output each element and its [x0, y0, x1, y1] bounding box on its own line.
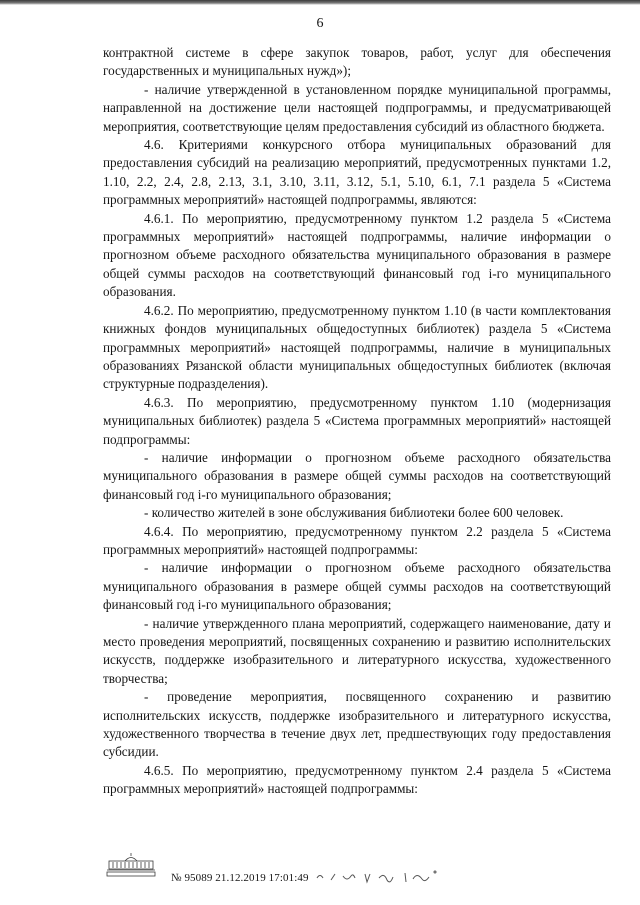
paragraph: контрактной системе в сфере закупок товаров, работ, услуг для обеспечения государственных и муниципальных нужд»); — [103, 45, 611, 79]
registration-number: № 95089 21.12.2019 17:01:49 — [171, 872, 309, 884]
document-footer — [103, 852, 611, 892]
paragraph: 4.6.4. По мероприятию, предусмотренному пунктом 2.2 раздела 5 «Система программных мероприятий» настоящей подпрограммы: — [103, 523, 611, 557]
page-number: 6 — [316, 16, 324, 31]
document-body — [103, 44, 611, 799]
paragraph: 4.6.5. По мероприятию, предусмотренному пунктом 2.4 раздела 5 «Система программных мероприятий» настоящей подпрограммы: — [103, 762, 611, 797]
paragraph: - наличие информации о прогнозном объеме расходного обязательства муниципального образования в размере общей суммы расходов на соответствующий финансовый год i-го муниципального образования; — [103, 560, 611, 613]
handwritten-mark-icon — [313, 864, 443, 886]
paragraph: 4.6.3. По мероприятию, предусмотренному пунктом 1.10 (модернизация муниципальных библиотек) раздела 5 «Система программных мероприятий» настоящей подпрограммы: — [103, 394, 611, 447]
paragraph: - наличие утвержденной в установленном порядке муниципальной программы, направленной на достижение цели настоящей подпрограммы, и предусматривающей мероприятия, соответствующие целям предоставления субсидий из областного бюджета. — [103, 81, 611, 134]
paragraph: - наличие утвержденного плана мероприятий, содержащего наименование, дату и место проведения мероприятий, посвященных сохранению и развитию исполнительских искусств, поддержке изобразительного и литературного искусства, художественного творчества; — [103, 615, 611, 686]
paragraph: 4.6.2. По мероприятию, предусмотренному пунктом 1.10 (в части комплектования книжных фондов муниципальных общедоступных библиотек) раздела 5 «Система программных мероприятий» настоящей подпрограммы, наличие в муниципальных образованиях Рязанской области муниципальных общедоступных библиотек (включая структурные подразделения). — [103, 302, 611, 392]
paragraph: - количество жителей в зоне обслуживания библиотеки более 600 человек. — [144, 505, 564, 521]
paragraph: 4.6. Критериями конкурсного отбора муниципальных образований для предоставления субсидий на реализацию мероприятий, предусмотренных пунктами 1.2, 1.10, 2.2, 2.4, 2.8, 2.13, 3.1, 3.10, 3.11, 3.12, 5.1, 5.10, 6.1, 7.1 раздела 5 «Система программных мероприятий» настоящей подпрограммы, являются: — [103, 137, 611, 208]
page-top-edge — [0, 0, 640, 5]
paragraph: - проведение мероприятия, посвященного сохранению и развитию исполнительских искусств, поддержке изобразительного и литературного искусства, художественного творчества в течение двух лет, предшествующих году предоставления субсидии. — [103, 689, 611, 760]
government-building-stamp-icon — [103, 852, 159, 878]
paragraph: 4.6.1. По мероприятию, предусмотренному пунктом 1.2 раздела 5 «Система программных мероприятий» настоящей подпрограммы, наличие информации о прогнозном объеме расходного обязательства муниципального образования в размере общей суммы расходов на соответствующий финансовый год i-го муниципального образования. — [103, 210, 611, 300]
paragraph: - наличие информации о прогнозном объеме расходного обязательства муниципального образования в размере общей суммы расходов на соответствующий финансовый год i-го муниципального образования; — [103, 449, 611, 502]
